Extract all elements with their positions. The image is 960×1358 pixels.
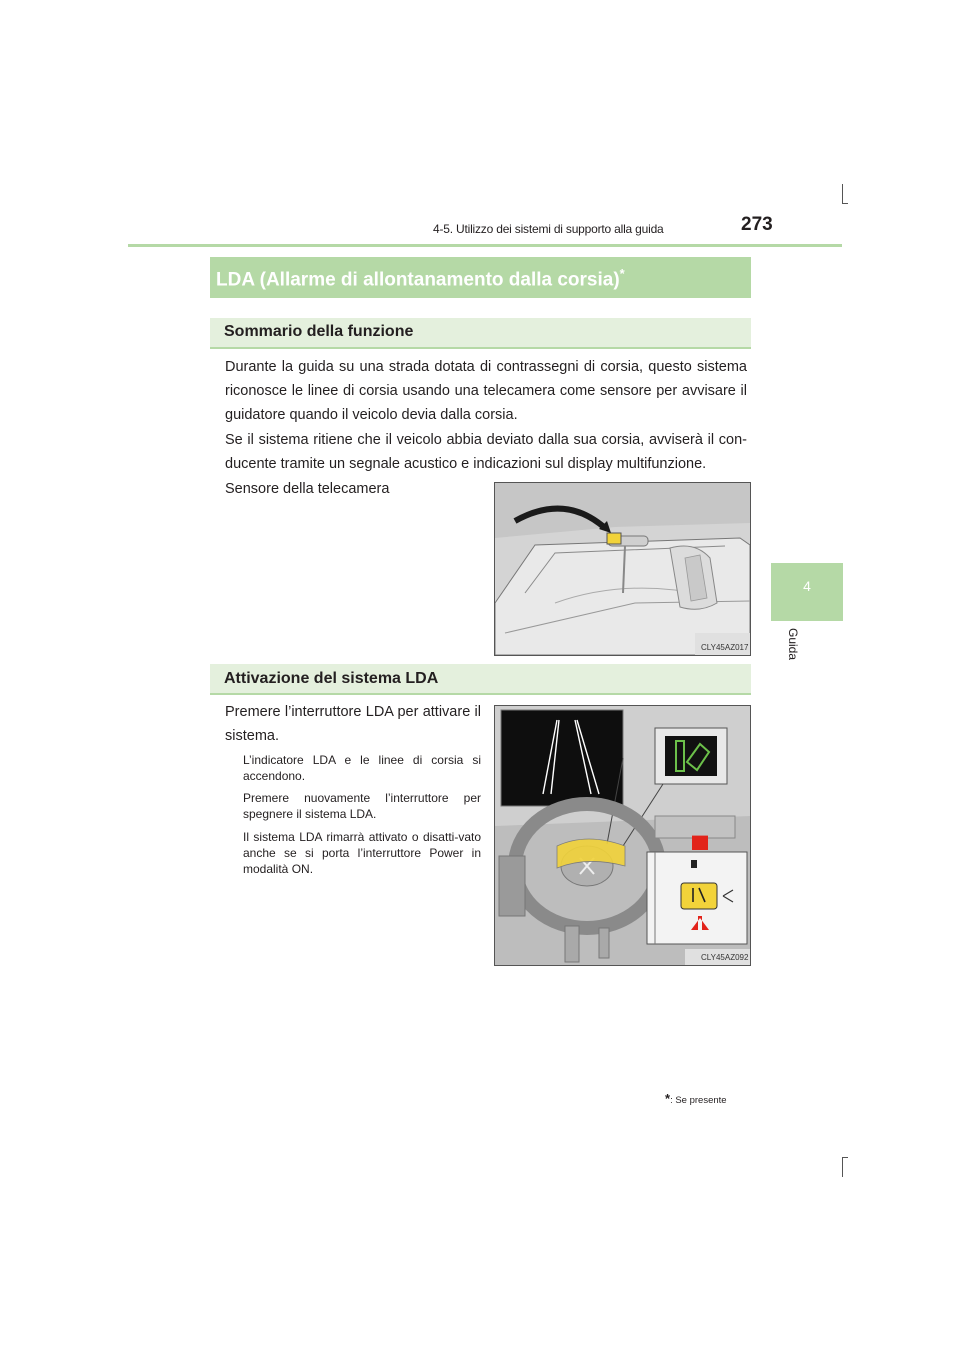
section-title-summary: Sommario della funzione xyxy=(224,323,414,340)
note-power-switch: Il sistema LDA rimarrà attivato o disatti-vato anche se si porta l’interruttore Power in modalità ON. xyxy=(243,830,481,876)
footnote-text: : Se presente xyxy=(670,1095,727,1106)
windshield-illustration xyxy=(495,483,750,655)
section-title-activation: Attivazione del sistema LDA xyxy=(224,670,439,687)
header-rule xyxy=(128,244,842,247)
optional-equipment-mark: * xyxy=(619,266,625,281)
main-title-text: LDA (Allarme di allontanamento dalla corsia) xyxy=(216,269,620,291)
crop-mark-top-foot xyxy=(842,203,848,204)
page-number: 273 xyxy=(741,214,773,235)
paragraph-activation: Premere l’interruttore LDA per attivare il sistema. xyxy=(225,704,481,744)
figure-code-switch: CLY45AZ092 xyxy=(701,953,749,962)
crop-mark-top xyxy=(842,184,843,204)
main-title xyxy=(216,266,625,291)
note-press-again: Premere nuovamente l’interruttore per spegnere il sistema LDA. xyxy=(243,791,481,821)
footnote xyxy=(665,1091,727,1106)
paragraph-summary-1: Durante la guida su una strada dotata di contrassegni di corsia, questo sistema riconosce le linee di corsia usando una telecamera come sensore per avvisare il guidatore quando il veicolo devia dalla corsia. xyxy=(225,359,747,423)
chapter-name-vertical xyxy=(786,628,810,688)
paragraph-summary-2: Se il sistema ritiene che il veicolo abbia deviato dalla sua corsia, avviserà il con-ducente tramite un segnale acustico e indicazioni sul display multifunzione. xyxy=(225,432,747,472)
dashboard-illustration xyxy=(495,706,750,965)
footnote-mark: * xyxy=(665,1091,671,1106)
chapter-number: 4 xyxy=(803,578,811,594)
running-header: 4-5. Utilizzo dei sistemi di supporto alla guida xyxy=(433,222,664,236)
camera-sensor-figure xyxy=(494,482,751,656)
camera-sensor-label: Sensore della telecamera xyxy=(225,481,390,497)
crop-mark-bottom xyxy=(842,1157,843,1177)
lda-switch-figure xyxy=(494,705,751,966)
crop-mark-bottom-foot xyxy=(842,1157,848,1158)
chapter-name: Guida xyxy=(786,628,800,661)
note-indicator-lights: L’indicatore LDA e le linee di corsia si accendono. xyxy=(243,753,481,783)
figure-code-camera: CLY45AZ017 xyxy=(701,643,749,652)
